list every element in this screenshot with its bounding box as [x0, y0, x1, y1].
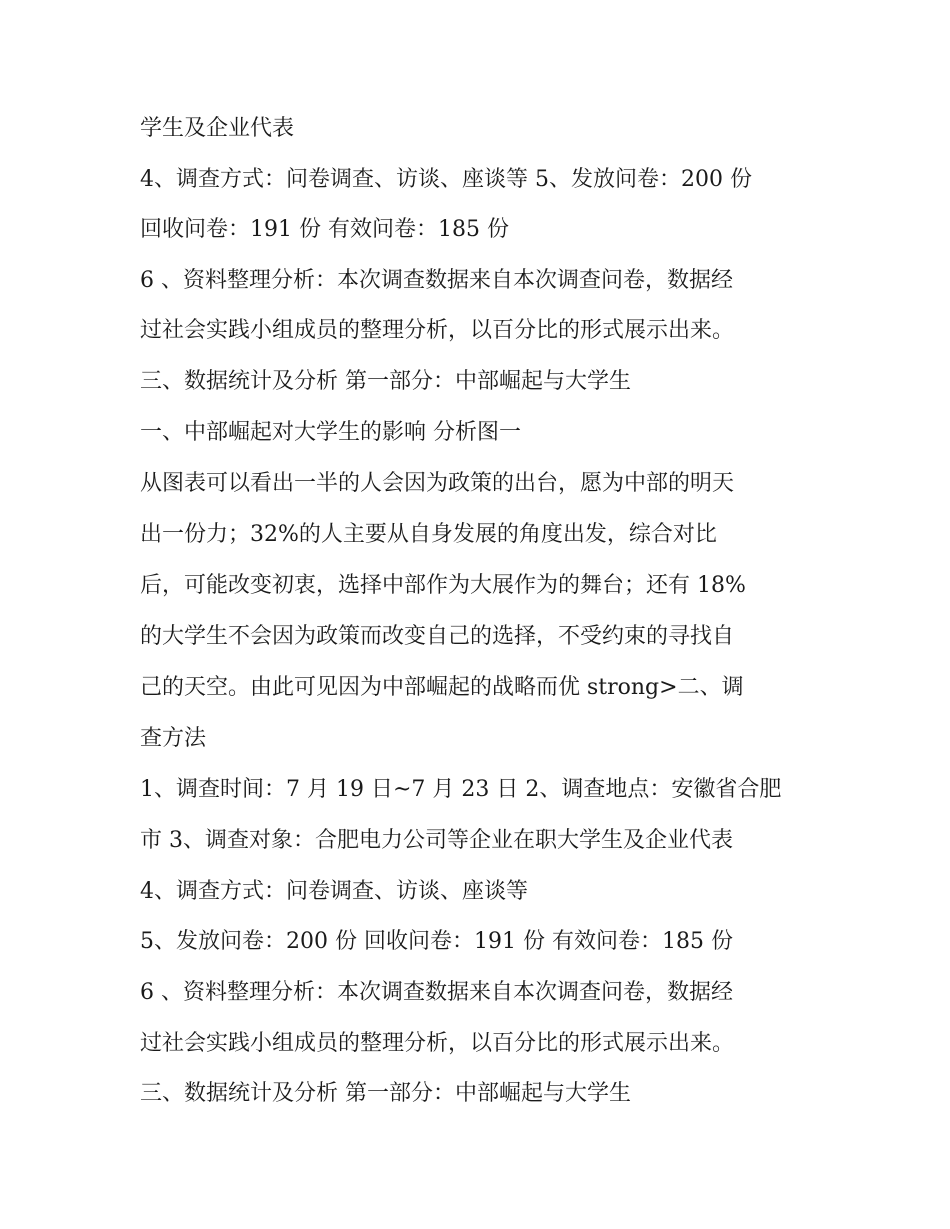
- text-line: 出一份力；32%的人主要从自身发展的角度出发，综合对比: [140, 522, 717, 547]
- text-line: 4、调查方式：问卷调查、访谈、座谈等: [140, 879, 528, 904]
- text-line: 一、中部崛起对大学生的影响 分析图一: [140, 420, 521, 445]
- text-line: 从图表可以看出一半的人会因为政策的出台，愿为中部的明天: [140, 471, 735, 496]
- text-line: 的大学生不会因为政策而改变自己的选择，不受约束的寻找自: [140, 624, 735, 649]
- text-line: 过社会实践小组成员的整理分析，以百分比的形式展示出来。: [140, 318, 735, 343]
- text-line: 后，可能改变初衷，选择中部作为大展作为的舞台；还有 18%: [140, 573, 746, 598]
- text-line: 市 3、调查对象：合肥电力公司等企业在职大学生及企业代表: [140, 828, 733, 853]
- text-line: 5、发放问卷：200 份 回收问卷：191 份 有效问卷：185 份: [140, 929, 733, 954]
- text-line: 4、调查方式：问卷调查、访谈、座谈等 5、发放问卷：200 份: [140, 167, 752, 192]
- text-line: 查方法: [140, 726, 207, 751]
- text-line: 1、调查时间：7 月 19 日~7 月 23 日 2、调查地点：安徽省合肥: [140, 777, 782, 802]
- text-line: 6 、资料整理分析：本次调查数据来自本次调查问卷，数据经: [140, 980, 733, 1005]
- text-line: 己的天空。由此可见因为中部崛起的战略而优 strong>二、调: [140, 675, 744, 700]
- text-line: 三、数据统计及分析 第一部分：中部崛起与大学生: [140, 1081, 631, 1106]
- text-line: 6 、资料整理分析：本次调查数据来自本次调查问卷，数据经: [140, 268, 733, 293]
- text-line: 回收问卷：191 份 有效问卷：185 份: [140, 217, 509, 242]
- text-line: 三、数据统计及分析 第一部分：中部崛起与大学生: [140, 369, 631, 394]
- text-line: 学生及企业代表: [140, 116, 295, 141]
- text-line: 过社会实践小组成员的整理分析，以百分比的形式展示出来。: [140, 1031, 735, 1056]
